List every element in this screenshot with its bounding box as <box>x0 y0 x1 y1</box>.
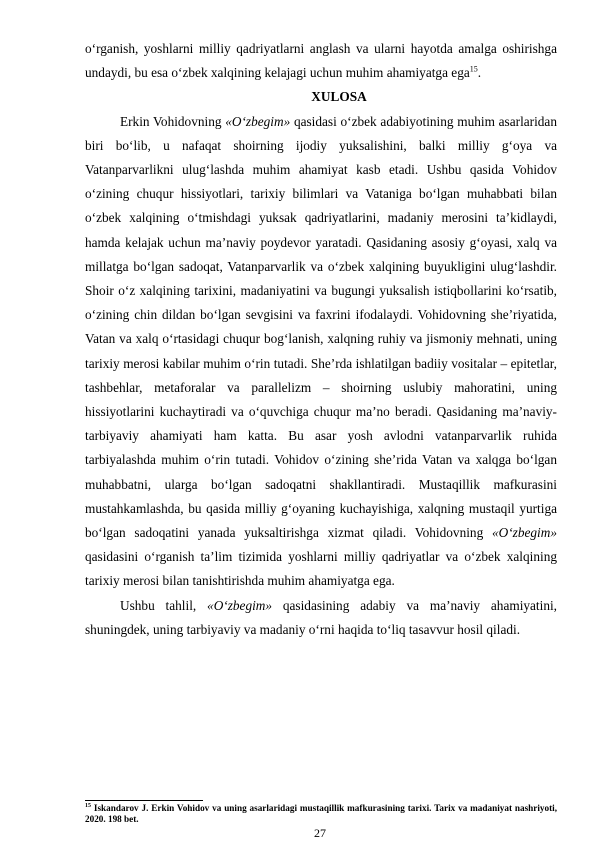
para1-lead: Erkin Vohidovning <box>120 113 226 129</box>
footnote <box>85 803 557 824</box>
poem-title: «O‘zbegim» <box>225 113 291 129</box>
page-body <box>85 37 557 642</box>
para1-part1: qasidasi o‘zbek adabiyotining muhim asarlaridan biri bo‘lib, u nafaqat shoirning ijodiy yuksalishini, balki milliy g‘oya va Vatanparvarlikni ulug‘lashda muhim ahamiyat kasb etadi. Ushbu qasida Vohidov o‘zining chuqur hissiyotlari, tarixiy bilimlari va Vataniga bo‘lgan muhabbati bilan o‘zbek xalqining o‘tmishdagi yuksak qadriyatlarini, madaniy merosini ta’kidlaydi, hamda kelajak uchun ma’naviy poydevor yaratadi. Qasidaning asosiy g‘oyasi, xalq va millatga bo‘lgan sadoqat, Vatanparvarlik va o‘zbek xalqining buyukligini ulug‘lashdir. Shoir o‘z xalqining tarixini, madaniyatini va bugungi yuksalish istiqbollarini ko‘rsatib, o‘zining chin dildan bo‘lgan sevgisini va faxrini ifodalaydi. Vohidovning she’riyatida, Vatan va xalq o‘rtasidagi chuqur bog‘lanish, xalqning ruhiy va jismoniy mehnati, uning tarixiy merosi kabilar muhim o‘rin tutadi. She’rda ishlatilgan badiiy vositalar – epitetlar, tashbehlar, metaforalar va parallelizm – shoirning uslubiy mahoratini, uning hissiyotlarini kuchaytiradi va o‘quvchiga chuqur ma’no beradi. Qasidaning ma’naviy-tarbiyaviy ahamiyati ham katta. Bu asar yosh avlodni vatanparvarlik ruhida tarbiyalashda muhim o‘rin tutadi. Vohidov o‘zining she’rida Vatan va xalqga bo‘lgan muhabbatni, ularga bo‘lgan sadoqatni shakllantiradi. Mustaqillik mafkurasini mustahkamlashda, bu qasida milliy g‘oyaning kuchayishiga, xalqning mustaqil yurtiga bo‘lgan sadoqatini yanada yuksaltirishga xizmat qiladi. Vohidovning <box>85 113 557 541</box>
page-number: 27 <box>314 826 326 840</box>
poem-title-third: «O‘zbegim» <box>207 597 273 613</box>
section-title: XULOSA <box>311 89 367 105</box>
conclusion-paragraph <box>85 110 557 594</box>
footnote-text: Iskandarov J. Erkin Vohidov va uning asarlaridagi mustaqillik mafkurasining tarixi. Tarix va madaniyat nashriyoti, 2020. 198 bet. <box>85 803 557 824</box>
poem-title-second: «O‘zbegim» <box>492 525 557 541</box>
footnote-divider <box>85 800 203 801</box>
para2-rest: qasidasining adabiy va ma’naviy ahamiyatini, shuningdek, uning tarbiyaviy va madaniy o‘rni haqida to‘liq tasavvur hosil qiladi. <box>85 597 557 637</box>
intro-end: . <box>477 65 482 81</box>
para1-part2: qasidasini o‘rganish ta’lim tizimida yoshlarni milliy qadriyatlar va o‘zbek xalqining tarixiy merosi bilan tanishtirishda muhim ahamiyatga ega. <box>85 549 557 589</box>
footnote-reference[interactable]: 15 <box>469 64 478 74</box>
intro-paragraph <box>85 37 557 85</box>
footnote-number: 15 <box>85 802 91 809</box>
intro-text: o‘rganish, yoshlarni milliy qadriyatlarni anglash va ularni hayotda amalga oshirishga undaydi, bu esa o‘zbek xalqining kelajagi uchun muhim ahamiyatga ega <box>85 41 557 81</box>
analysis-paragraph <box>85 594 557 642</box>
para2-lead: Ushbu tahlil, <box>120 597 208 613</box>
